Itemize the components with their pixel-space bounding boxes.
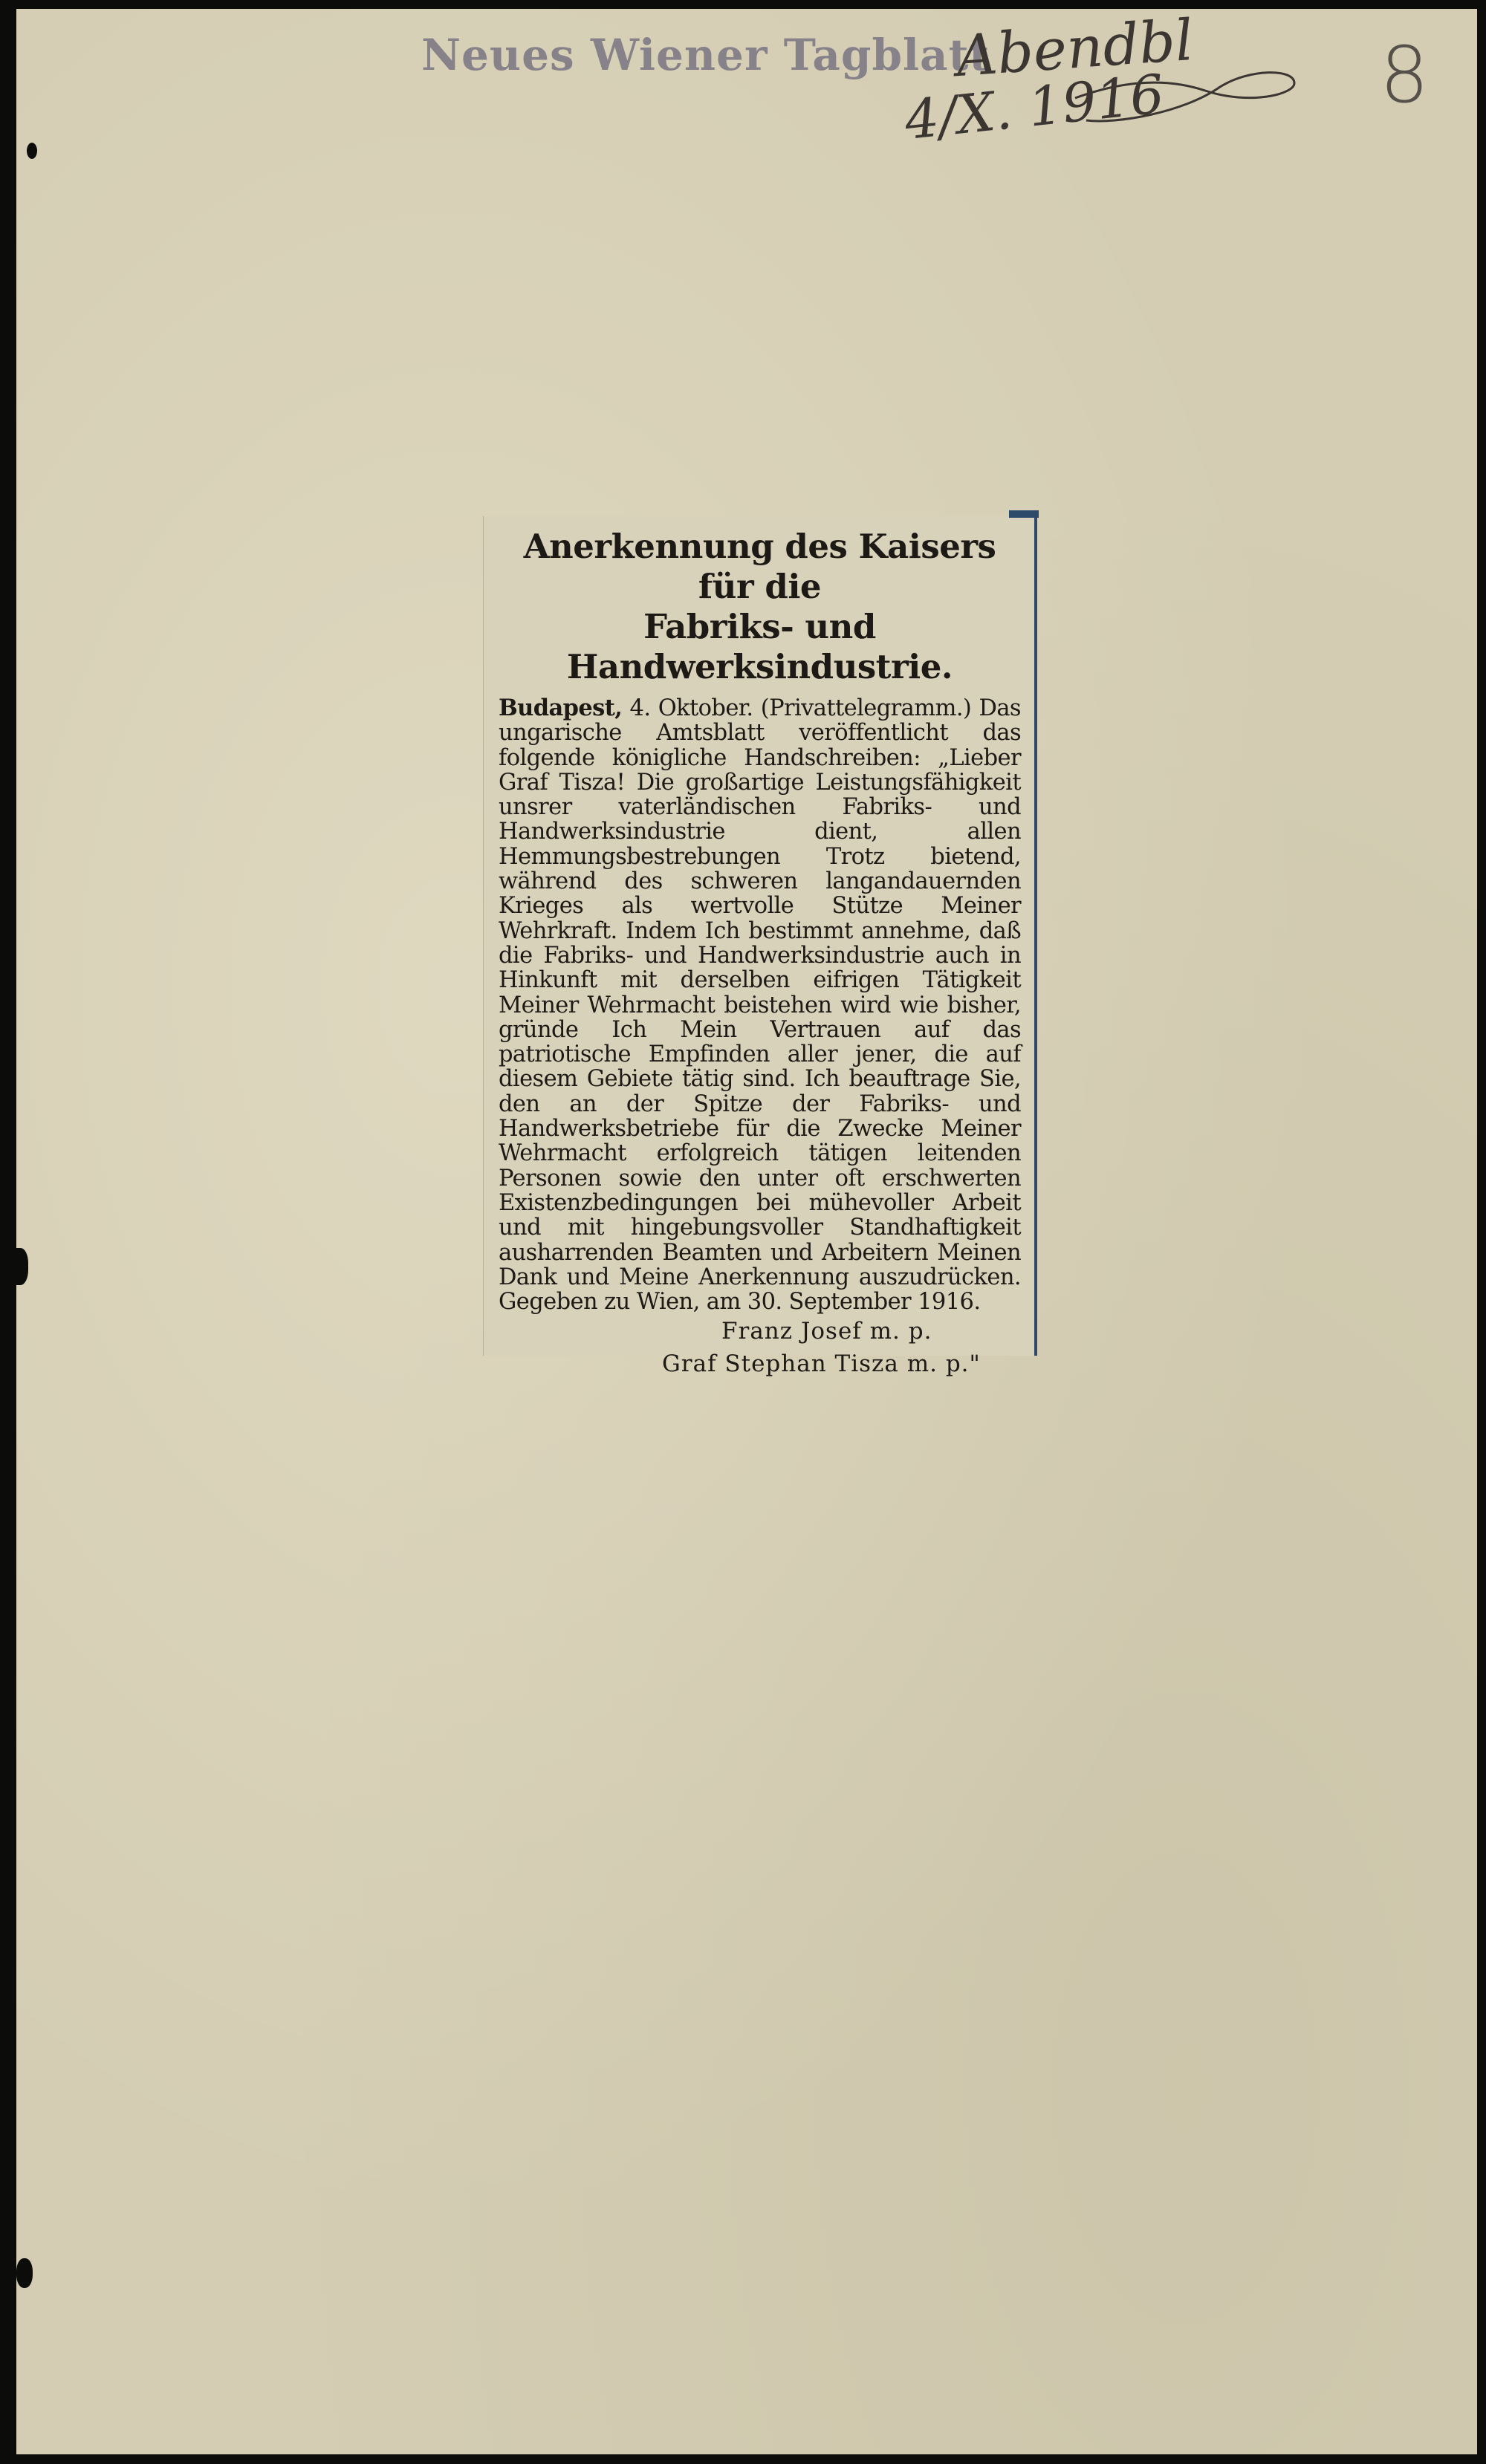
article-text: 4. Oktober. (Privattelegramm.) Das ungarische Amtsblatt veröffentlicht das folgende königliche Handschreiben: „Lieber Graf Tisza! Die großartige Leistungsfähigkeit unsrer vaterländischen Fabriks- und Handwerksindustrie dient, allen Hemmungsbestrebungen Trotz bietend, während des schweren langandauernden Krieges als wertvolle Stütze Meiner Wehrkraft. Indem Ich bestimmt annehme, daß die Fabriks- und Handwerksindustrie auch in Hinkunft mit derselben eifrigen Tätigkeit Meiner Wehrmacht beistehen wird wie bisher, gründe Ich Mein Vertrauen auf das patriotische Empfinden aller jener, die auf diesem Gebiete tätig sind. Ich beauftrage Sie, den an der Spitze der Fabriks- und Handwerksbetriebe für die Zwecke Meiner Wehrmacht erfolgreich tätigen leitenden Personen sowie den unter oft erschwerten Existenzbedingungen bei mühevoller Arbeit und mit hingebungsvoller Standhaftigkeit ausharrenden Beamten und Arbeitern Meinen Dank und Meine Anerkennung auszudrücken. Gegeben zu Wien, am 30. September 1916.: [499, 695, 1021, 1316]
newspaper-stamp: Neues Wiener Tagblatt: [421, 30, 990, 80]
article-dateline: Budapest,: [499, 695, 623, 721]
newspaper-clipping: [483, 516, 1037, 1378]
signature-tisza: Graf Stephan Tisza m. p.": [662, 1350, 981, 1378]
signature-emperor: Franz Josef m. p.: [721, 1318, 932, 1345]
folio-number: 8: [1380, 30, 1430, 120]
torn-edge-mark: [9, 1248, 28, 1285]
clipping-edge-mark: [1009, 510, 1039, 518]
headline-line-2: Fabriks- und Handwerksindustrie.: [566, 607, 953, 686]
handwritten-date: 4/X. 1916: [901, 62, 1167, 152]
archive-sheet: [16, 6, 1477, 2454]
headline-line-1: Anerkennung des Kaisers für die: [523, 527, 996, 606]
torn-edge-mark: [16, 2258, 33, 2288]
torn-edge-mark: [27, 143, 37, 159]
clipping-headline: [499, 527, 1021, 687]
article-body: [499, 696, 1021, 1314]
handwritten-edition-note: Abendbl: [954, 6, 1195, 90]
